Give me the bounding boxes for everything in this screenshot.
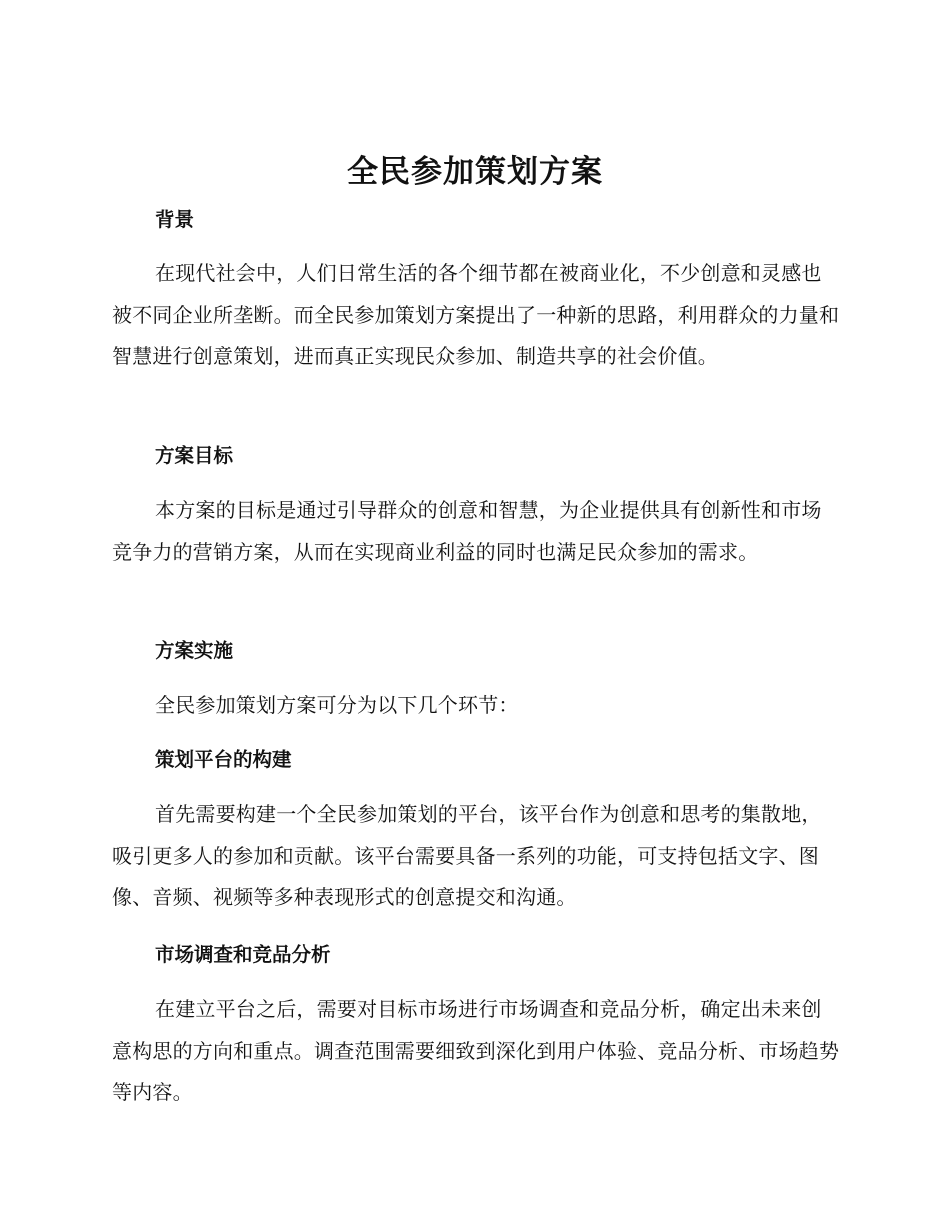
section-paragraph-platform: 首先需要构建一个全民参加策划的平台，该平台作为创意和思考的集散地，吸引更多人的参加和贡献。该平台需要具备一系列的功能，可支持包括文字、图像、音频、视频等多种表现形式的创意提交和沟通。 <box>112 802 822 910</box>
section-heading-background: 背景 <box>155 208 195 231</box>
section-paragraph-background: 在现代社会中，人们日常生活的各个细节都在被商业化，不少创意和灵感也被不同企业所垄断。而全民参加策划方案提出了一种新的思路，利用群众的力量和智慧进行创意策划，进而真正实现民众参加、制造共享的社会价值。 <box>112 261 840 369</box>
document-title: 全民参加策划方案 <box>347 154 603 190</box>
section-heading-platform: 策划平台的构建 <box>155 748 292 771</box>
section-paragraph-goal: 本方案的目标是通过引导群众的创意和智慧，为企业提供具有创新性和市场竞争力的营销方案，从而在实现商业利益的同时也满足民众参加的需求。 <box>112 498 822 564</box>
section-heading-implementation: 方案实施 <box>155 639 234 662</box>
section-heading-goal: 方案目标 <box>155 444 234 467</box>
section-paragraph-market-research: 在建立平台之后，需要对目标市场进行市场调查和竞品分析，确定出未来创意构思的方向和重点。调查范围需要细致到深化到用户体验、竞品分析、市场趋势等内容。 <box>112 997 840 1105</box>
section-paragraph-implementation: 全民参加策划方案可分为以下几个环节： <box>155 693 519 717</box>
section-heading-market-research: 市场调查和竞品分析 <box>155 943 331 966</box>
